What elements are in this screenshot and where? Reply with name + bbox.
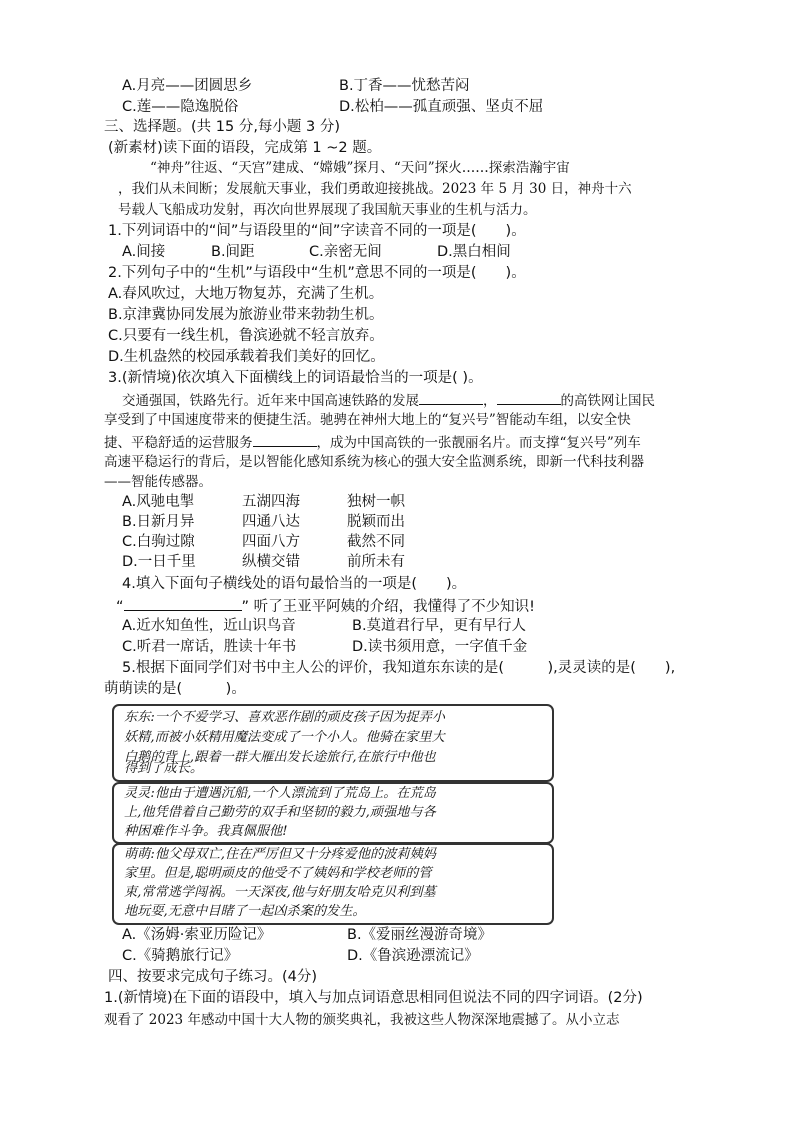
question-2-option-a: A.春风吹过，大地万物复苏，充满了生机。 — [108, 286, 384, 302]
question-3-option-c-word: 截然不同 — [347, 534, 405, 550]
question-3-option-b-word: 四通八达 — [242, 514, 300, 530]
question-5-option-a: A.《汤姆·索亚历险记》 — [122, 927, 272, 943]
question-1-option-a: A.间接 — [122, 244, 166, 260]
answer-blank[interactable] — [419, 389, 483, 405]
question-3-passage-line: 交通强国，铁路先行。近年来中国高速铁路的发展 ， 的高铁网让国民 — [122, 389, 655, 411]
review-line: 上,他凭借着自己勤劳的双手和坚韧的毅力,顽强地与各 — [124, 805, 436, 820]
review-line: 束,常常逃学闯祸。一天深夜,他与好朋友哈克贝利到墓 — [124, 885, 436, 900]
question-5-stem-continued: 萌萌读的是( )。 — [104, 681, 246, 697]
review-line: 得到了成长。 — [124, 761, 204, 776]
section-3-heading: 三、选择题。(共 15 分,每小题 3 分) — [104, 119, 341, 135]
passage-line: 号载人飞船成功发射，再次向世界展现了我国航天事业的生机与活力。 — [118, 202, 537, 218]
question-3-option-c-word: 四面八方 — [242, 534, 300, 550]
review-line: 种困难作斗争。我真佩服他! — [124, 824, 288, 839]
question-3-option-a: A.风驰电掣 — [122, 494, 195, 510]
option-b: B.丁香——忧愁苦闷 — [339, 78, 470, 94]
question-3-passage-line: 高速平稳运行的背后，是以智能化感知系统为核心的强大安全监测系统，即新一代科技利器 — [104, 454, 644, 470]
passage-line: ，我们从未间断；发展航天事业，我们勇敢迎接挑战。2023 年 5 月 30 日，神舟十六 — [118, 181, 632, 197]
answer-blank[interactable] — [124, 595, 242, 611]
question-2-option-d: D.生机盎然的校园承载着我们美好的回忆。 — [108, 349, 385, 365]
section-4-question-1-stem: 1.(新情境)在下面的语段中，填入与加点词语意思相同但说法不同的四字词语。(2分) — [104, 990, 643, 1006]
answer-blank[interactable] — [253, 431, 317, 447]
question-3-option-b-word: 脱颖而出 — [347, 514, 405, 530]
question-2-stem: 2.下列句子中的“生机”与语段中“生机”意思不同的一项是( )。 — [108, 265, 526, 281]
question-3-passage-line: 享受到了中国速度带来的便捷生活。驰骋在神州大地上的“复兴号”智能动车组，以安全快 — [104, 412, 631, 428]
question-5-stem: 5.根据下面同学们对书中主人公的评价，我知道东东读的是( ),灵灵读的是( ), — [122, 660, 676, 676]
question-3-option-b: B.日新月异 — [122, 514, 195, 530]
option-c: C.莲——隐逸脱俗 — [122, 99, 239, 115]
review-line: 白鹅的背上,跟着一群大雁出发长途旅行,在旅行中他也 — [124, 750, 436, 765]
review-line: 萌萌:他父母双亡,住在严厉但又十分疼爱他的波莉姨妈 — [124, 847, 436, 862]
question-3-passage-line: ——智能传感器。 — [104, 474, 212, 490]
answer-blank[interactable] — [497, 389, 561, 405]
question-5-option-d: D.《鲁滨逊漂流记》 — [347, 948, 479, 964]
review-box-lingling — [112, 782, 554, 844]
question-4-sentence: “ ” 听了王亚平阿姨的介绍，我懂得了不少知识! — [116, 595, 535, 617]
question-5-option-b: B.《爱丽丝漫游奇境》 — [347, 927, 493, 943]
review-line: 妖精,而被小妖精用魔法变成了一个小人。他骑在家里大 — [124, 730, 445, 745]
question-5-option-c: C.《骑鹅旅行记》 — [122, 948, 239, 964]
question-3-option-a-word: 五湖四海 — [242, 494, 300, 510]
question-3-option-d-word: 纵横交错 — [242, 554, 300, 570]
question-3-passage-line: 捷、平稳舒适的运营服务 ，成为中国高铁的一张靓丽名片。而支撑“复兴号”列车 — [104, 431, 641, 453]
section-4-question-1-text: 观看了 2023 年感动中国十大人物的颁奖典礼，我被这些人物深深地震撼了。从小立志 — [104, 1012, 620, 1028]
review-line: 地玩耍,无意中目睹了一起凶杀案的发生。 — [124, 904, 366, 919]
option-a: A.月亮——团圆思乡 — [122, 78, 253, 94]
question-1-option-d: D.黑白相间 — [437, 244, 511, 260]
question-3-option-a-word: 独树一帜 — [347, 494, 405, 510]
section-3-intro: (新素材)读下面的语段，完成第 1 ~2 题。 — [108, 140, 382, 156]
question-2-option-c: C.只要有一线生机，鲁滨逊就不轻言放弃。 — [108, 328, 384, 344]
question-2-option-b: B.京津冀协同发展为旅游业带来勃勃生机。 — [108, 307, 384, 323]
review-line: 家里。但是,聪明顽皮的他受不了姨妈和学校老师的管 — [124, 866, 432, 881]
question-3-option-d: D.一日千里 — [122, 554, 196, 570]
question-3-option-d-word: 前所未有 — [347, 554, 405, 570]
question-1-option-b: B.间距 — [211, 244, 255, 260]
question-4-option-d: D.读书须用意，一字值千金 — [352, 639, 528, 655]
question-1-stem: 1.下列词语中的“间”与语段里的“间”字读音不同的一项是( )。 — [108, 223, 526, 239]
review-line: 灵灵:他由于遭遇沉船,一个人漂流到了荒岛上。在荒岛 — [124, 786, 436, 801]
question-1-option-c: C.亲密无间 — [309, 244, 382, 260]
review-box-mengmeng — [112, 843, 554, 925]
passage-line: “神舟”往返、“天宫”建成、“嫦娥”探月、“天问”探火……探索浩瀚宇宙 — [150, 160, 570, 176]
review-line: 东东:一个不爱学习、喜欢恶作剧的顽皮孩子因为捉弄小 — [124, 710, 445, 725]
question-3-option-c: C.白驹过隙 — [122, 534, 195, 550]
question-4-option-c: C.听君一席话，胜读十年书 — [122, 639, 297, 655]
question-4-option-b: B.莫道君行早，更有早行人 — [352, 618, 527, 634]
question-4-stem: 4.填入下面句子横线处的语句最恰当的一项是( )。 — [122, 576, 467, 592]
question-4-option-a: A.近水知鱼性，近山识鸟音 — [122, 618, 296, 634]
question-3-stem: 3.(新情境)依次填入下面横线上的词语最恰当的一项是( )。 — [108, 370, 483, 386]
section-4-heading: 四、按要求完成句子练习。(4分) — [108, 969, 318, 985]
option-d: D.松柏——孤直顽强、坚贞不屈 — [339, 99, 544, 115]
